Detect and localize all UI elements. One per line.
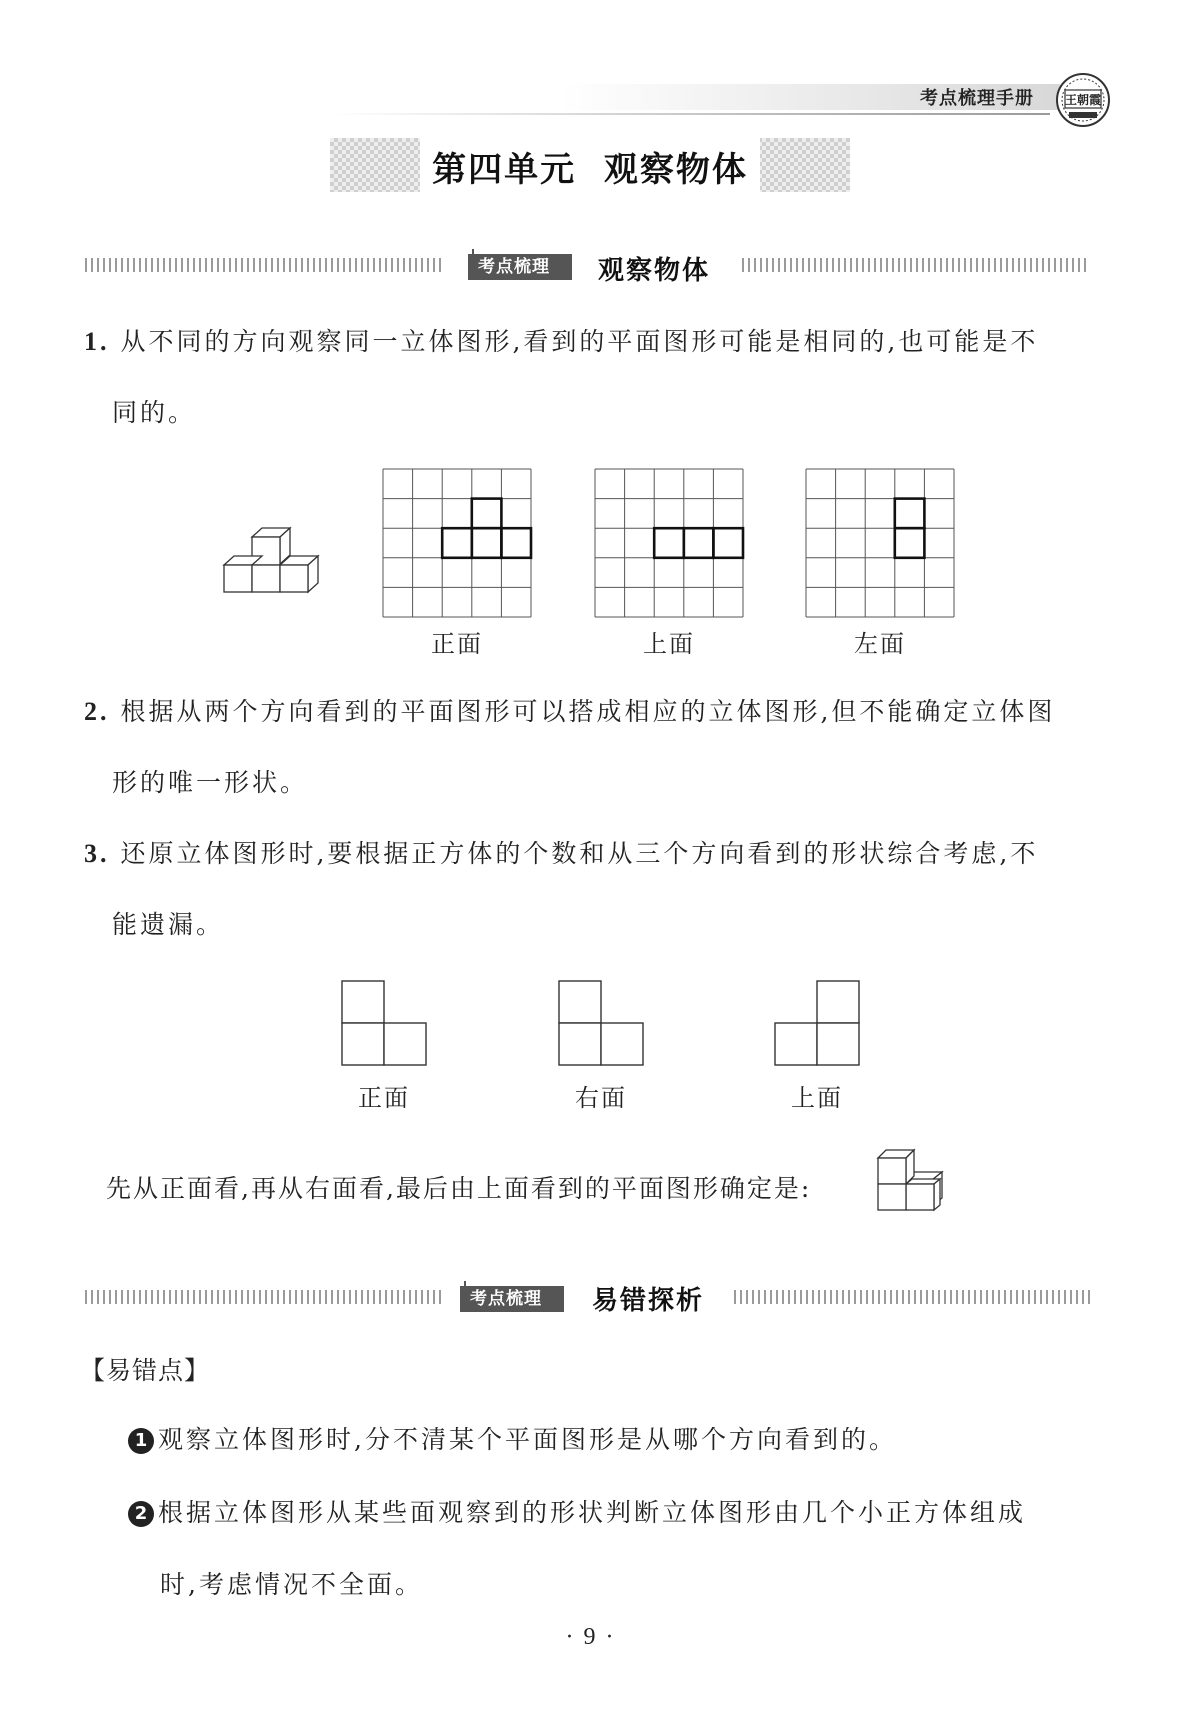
view-label-right: 右面 — [575, 1084, 627, 1112]
highlighted-cell — [501, 528, 531, 558]
point-number: 2. — [84, 697, 110, 726]
square-view-front — [341, 980, 427, 1066]
section-divider-left — [85, 258, 445, 272]
section-title: 易错探析 — [592, 1286, 705, 1316]
number-badge-2: 2 — [128, 1501, 154, 1527]
mistake-text: 根据立体图形从某些面观察到的形状判断立体图形由几个小正方体组成 — [158, 1498, 1027, 1527]
square-view-right — [558, 980, 644, 1066]
point-1 — [84, 327, 1038, 357]
view-label-top: 上面 — [791, 1084, 843, 1112]
svg-text:王朝霞: 王朝霞 — [1064, 93, 1102, 107]
view-square — [817, 1023, 859, 1065]
view-label-front: 正面 — [358, 1084, 410, 1112]
conclusion-text: 先从正面看,再从右面看,最后由上面看到的平面图形确定是: — [106, 1174, 812, 1203]
point-text: 还原立体图形时,要根据正方体的个数和从三个方向看到的形状综合考虑,不 — [120, 839, 1039, 868]
point-2 — [84, 697, 1055, 727]
mistake-item-1 — [128, 1425, 897, 1455]
highlighted-cell — [472, 528, 502, 558]
highlighted-cell — [654, 528, 684, 558]
running-title: 考点梳理手册 — [920, 88, 1034, 109]
point-text: 根据从两个方向看到的平面图形可以搭成相应的立体图形,但不能确定立体图 — [120, 697, 1056, 726]
view-label-top: 上面 — [643, 630, 695, 658]
view-square — [384, 1023, 426, 1065]
view-square — [342, 981, 384, 1023]
point-number: 3. — [84, 839, 110, 868]
view-square — [817, 981, 859, 1023]
grid-view-front — [382, 468, 532, 618]
point-3 — [84, 839, 1038, 869]
view-label-left: 左面 — [854, 630, 906, 658]
mistake-item-2-continued: 时,考虑情况不全面。 — [160, 1570, 423, 1599]
view-square — [559, 1023, 601, 1065]
point-number: 1. — [84, 327, 110, 356]
page-number: · 9 · — [565, 1624, 616, 1650]
solid-figure-answer — [866, 1150, 966, 1230]
highlighted-cell — [713, 528, 743, 558]
view-square — [601, 1023, 643, 1065]
view-label-front: 正面 — [431, 630, 483, 658]
mistake-item-2 — [128, 1498, 1026, 1528]
section-tag: 考点梳理 — [460, 1286, 564, 1312]
square-view-top — [774, 980, 860, 1066]
highlighted-cell — [472, 499, 502, 529]
highlighted-cell — [684, 528, 714, 558]
section-divider-left — [85, 1290, 445, 1304]
view-square — [775, 1023, 817, 1065]
point-2-continued: 形的唯一形状。 — [112, 768, 309, 797]
highlighted-cell — [442, 528, 472, 558]
mistake-text: 观察立体图形时,分不清某个平面图形是从哪个方向看到的。 — [158, 1425, 897, 1454]
unit-title: 第四单元 观察物体 — [432, 150, 748, 190]
solid-figure-four-cubes — [210, 528, 330, 608]
grid-view-top — [594, 468, 744, 618]
header-rule — [330, 113, 1050, 115]
seal-logo — [1055, 72, 1111, 128]
point-text: 从不同的方向观察同一立体图形,看到的平面图形可能是相同的,也可能是不 — [120, 327, 1039, 356]
view-square — [342, 1023, 384, 1065]
highlighted-cell — [895, 528, 925, 558]
highlighted-cell — [895, 499, 925, 529]
mistakes-heading: 【易错点】 — [80, 1356, 211, 1385]
section-tag: 考点梳理 — [468, 254, 572, 280]
section-divider-right — [742, 258, 1090, 272]
section-divider-right — [734, 1290, 1090, 1304]
number-badge-1: 1 — [128, 1428, 154, 1454]
point-3-continued: 能遗漏。 — [112, 910, 225, 939]
point-1-continued: 同的。 — [112, 398, 197, 427]
grid-view-left — [805, 468, 955, 618]
view-square — [559, 981, 601, 1023]
section-title: 观察物体 — [598, 256, 711, 286]
